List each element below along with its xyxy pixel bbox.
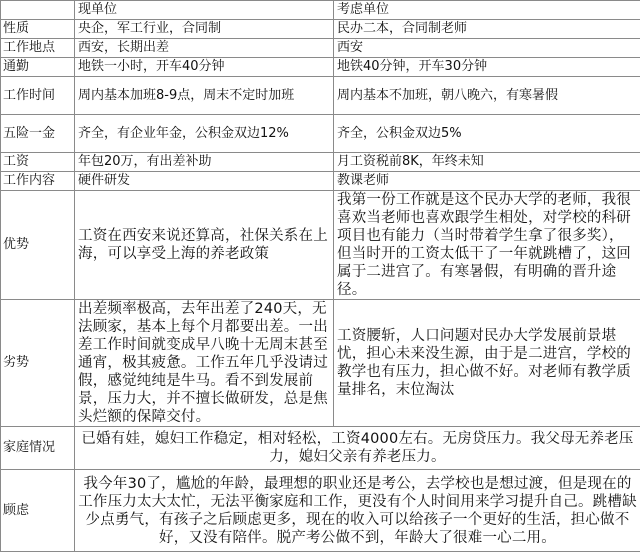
cell-current-location: 西安，长期出差 bbox=[75, 39, 334, 58]
table-row bbox=[1, 427, 640, 470]
row-label-content: 工作内容 bbox=[1, 172, 75, 191]
cell-considered-insurance: 齐全，公积金双边5% bbox=[334, 115, 640, 153]
row-label-insurance: 五险一金 bbox=[1, 115, 75, 153]
row-label-commute: 通勤 bbox=[1, 58, 75, 77]
cell-considered-location: 西安 bbox=[334, 39, 640, 58]
row-label-disadvantages: 劣势 bbox=[1, 300, 75, 427]
cell-considered-advantages: 我第一份工作就是这个民办大学的老师，我很喜欢当老师也喜欢跟学生相处，对学校的科研项目也有能力（当时带着学生拿了很多奖），但当时开的工资太低干了一年就跳槽了，这回属于二进宫了。有寒暑假，有明确的晋升途径。 bbox=[334, 191, 640, 300]
cell-current-content: 硬件研发 bbox=[75, 172, 334, 191]
cell-considered-commute: 地铁40分钟，开车30分钟 bbox=[334, 58, 640, 77]
header-label-cell bbox=[1, 1, 75, 20]
header-current-unit: 现单位 bbox=[75, 1, 334, 20]
table-row bbox=[1, 470, 640, 552]
table-row bbox=[1, 191, 640, 300]
cell-family-situation: 已婚有娃，媳妇工作稳定，相对轻松，工资4000左右。无房贷压力。我父母无养老压力，媳妇父亲有养老压力。 bbox=[75, 427, 640, 470]
cell-current-hours: 周内基本加班8-9点，周末不定时加班 bbox=[75, 77, 334, 115]
table-row bbox=[1, 300, 640, 427]
cell-current-insurance: 齐全，有企业年金，公积金双边12% bbox=[75, 115, 334, 153]
cell-considered-salary: 月工资税前8K，年终未知 bbox=[334, 153, 640, 172]
cell-considered-disadvantages: 工资腰斩，人口问题对民办大学发展前景堪忧，担心未来没生源，由于是二进宫，学校的教学也有压力，担心做不好。对老师有教学质量排名，末位淘汰 bbox=[334, 300, 640, 427]
row-label-salary: 工资 bbox=[1, 153, 75, 172]
table-row bbox=[1, 77, 640, 115]
row-label-advantages: 优势 bbox=[1, 191, 75, 300]
cell-concerns: 我今年30了，尴尬的年龄，最理想的职业还是考公，去学校也是想过渡，但是现在的工作压力太大太忙，无法平衡家庭和工作，更没有个人时间用来学习提升自己。跳槽缺少点勇气，有孩子之后顾虑更多，现在的收入可以给孩子一个更好的生活，担心做不好，又没有陪伴。脱产考公做不到，年龄大了很难一心二用。 bbox=[75, 470, 640, 552]
row-label-location: 工作地点 bbox=[1, 39, 75, 58]
header-row bbox=[1, 1, 640, 20]
row-label-concerns: 顾虑 bbox=[1, 470, 75, 552]
table-row bbox=[1, 39, 640, 58]
table-row bbox=[1, 172, 640, 191]
row-label-family: 家庭情况 bbox=[1, 427, 75, 470]
cell-current-disadvantages: 出差频率极高，去年出差了240天，无法顾家，基本上每个月都要出差。一出差工作时间就变成早八晚十无周末甚至通宵，极其疲惫。工作五年几乎没请过假，感觉纯纯是牛马。看不到发展前景，压力大，并不擅长做研发，总是焦头烂额的保障交付。 bbox=[75, 300, 334, 427]
header-considered-unit: 考虑单位 bbox=[334, 1, 640, 20]
cell-current-salary: 年包20万，有出差补助 bbox=[75, 153, 334, 172]
table-row bbox=[1, 58, 640, 77]
cell-current-commute: 地铁一小时，开车40分钟 bbox=[75, 58, 334, 77]
cell-current-nature: 央企，军工行业，合同制 bbox=[75, 20, 334, 39]
cell-considered-nature: 民办二本，合同制老师 bbox=[334, 20, 640, 39]
table-row bbox=[1, 153, 640, 172]
cell-considered-hours: 周内基本不加班，朝八晚六，有寒暑假 bbox=[334, 77, 640, 115]
row-label-hours: 工作时间 bbox=[1, 77, 75, 115]
table-row bbox=[1, 20, 640, 39]
cell-considered-content: 教课老师 bbox=[334, 172, 640, 191]
row-label-nature: 性质 bbox=[1, 20, 75, 39]
cell-current-advantages: 工资在西安来说还算高，社保关系在上海，可以享受上海的养老政策 bbox=[75, 191, 334, 300]
table-row bbox=[1, 115, 640, 153]
